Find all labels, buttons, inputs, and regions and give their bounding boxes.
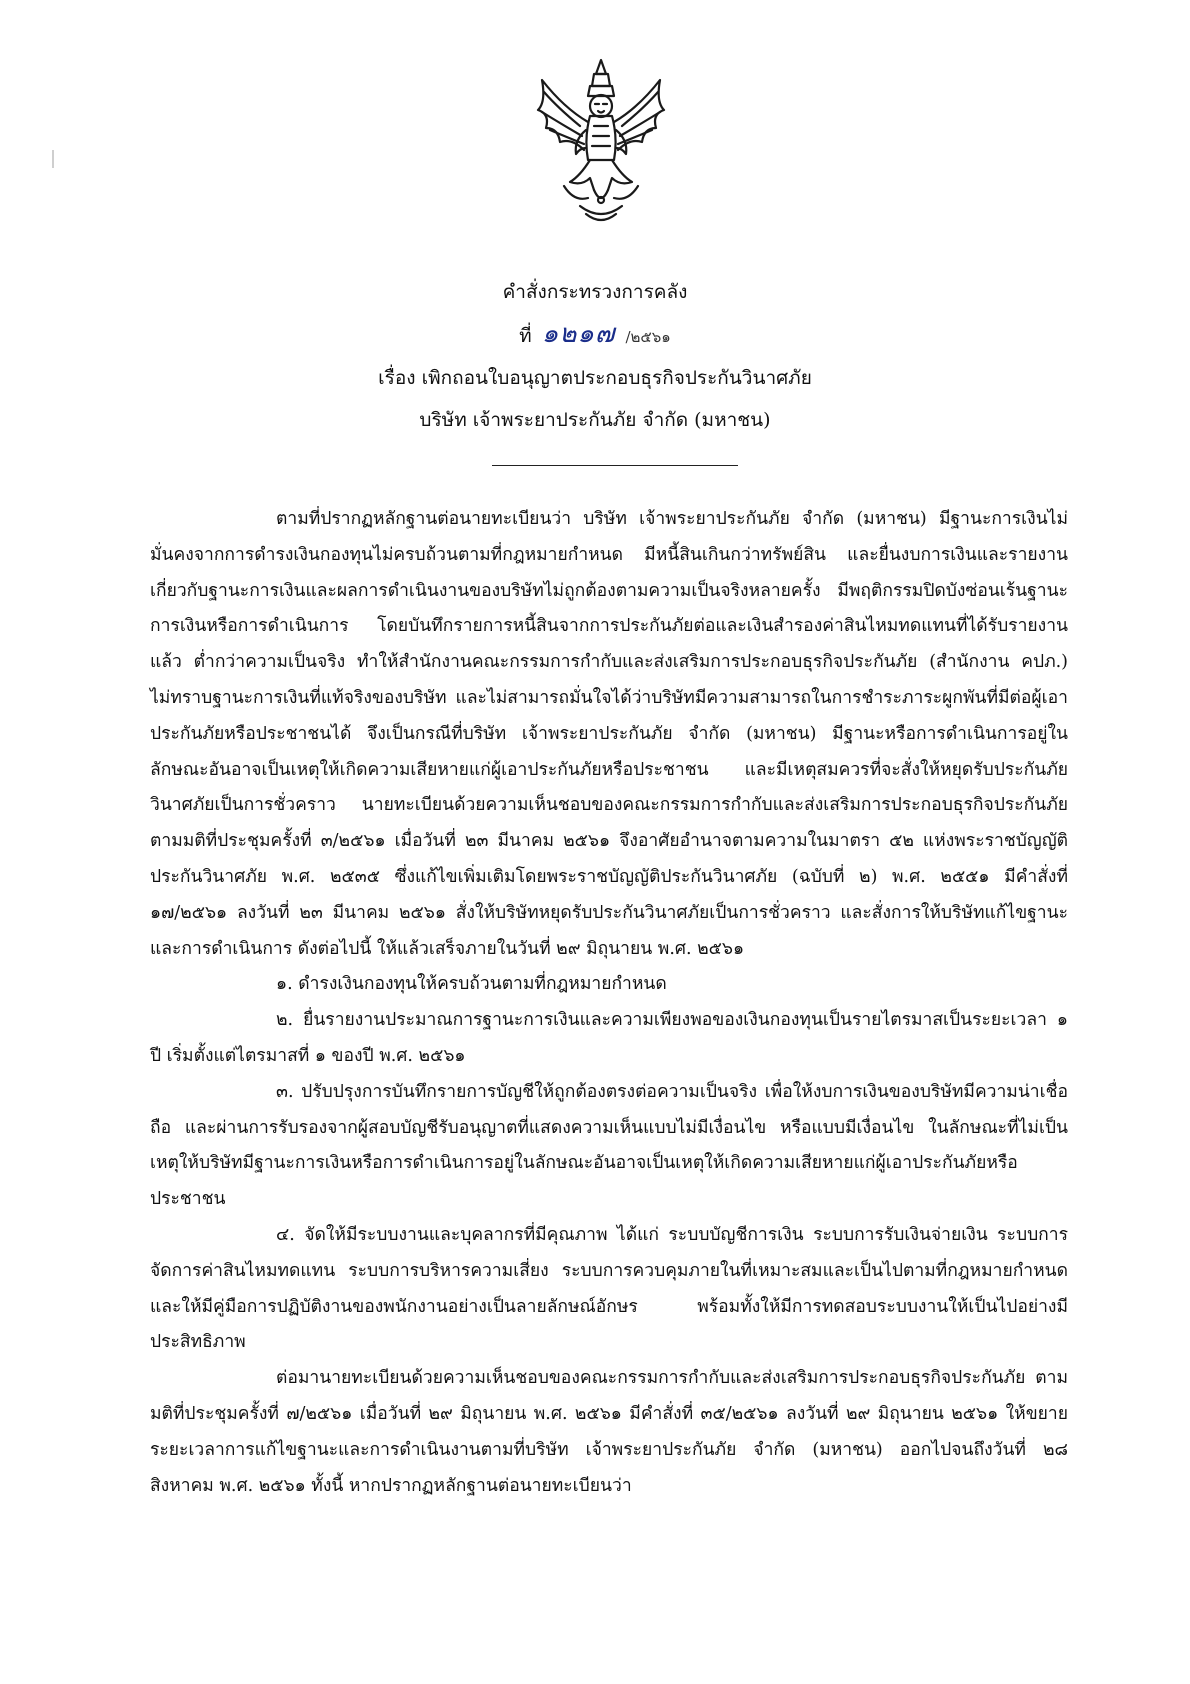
list-item-1: ๑. ดำรงเงินกองทุนให้ครบถ้วนตามที่กฎหมายกำหนด (276, 974, 667, 995)
order-number (0, 314, 1190, 357)
order-number-prefix: ที่ (519, 325, 532, 347)
garuda-emblem-icon (524, 56, 678, 226)
list-item-2: ๒. ยื่นรายงานประมาณการฐานะการเงินและความเพียงพอของเงินกองทุนเป็นรายไตรมาสเป็นระยะเวลา ๑ ปี เริ่มตั้งแต่ไตรมาสที่ ๑ ของปี พ.ศ. ๒๕๖๑ (150, 1010, 1068, 1066)
order-number-handwritten: ๑๒๑๗ (541, 319, 616, 349)
document-body (150, 502, 1068, 1504)
list-item-3: ๓. ปรับปรุงการบันทึกรายการบัญชีให้ถูกต้องตรงต่อความเป็นจริง เพื่อให้งบการเงินของบริษัทมีความน่าเชื่อถือ และผ่านการรับรองจากผู้สอบบัญชีรับอนุญาตที่แสดงความเห็นแบบไม่มีเงื่อนไข หรือแบบมีเงื่อนไข ในลักษณะที่ไม่เป็นเหตุให้บริษัทมีฐานะการเงินหรือการดำเนินการอยู่ในลักษณะอันอาจเป็นเหตุให้เกิดความเสียหายแก่ผู้เอาประกันภัยหรือประชาชน (150, 1081, 1068, 1210)
paragraph-intro: ตามที่ปรากฏหลักฐานต่อนายทะเบียนว่า บริษัท เจ้าพระยาประกันภัย จำกัด (มหาชน) มีฐานะการเงินไม่มั่นคงจากการดำรงเงินกองทุนไม่ครบถ้วนตามที่กฎหมายกำหนด มีหนี้สินเกินกว่าทรัพย์สิน และยื่นงบการเงินและรายงานเกี่ยวกับฐานะการเงินและผลการดำเนินงานของบริษัทไม่ถูกต้องตามความเป็นจริงหลายครั้ง มีพฤติกรรมปิดบังซ่อนเร้นฐานะการเงินหรือการดำเนินการ โดยบันทึกรายการหนี้สินจากการประกันภัยต่อและเงินสำรองค่าสินไหมทดแทนที่ได้รับรายงานแล้ว ต่ำกว่าความเป็นจริง ทำให้สำนักงานคณะกรรมการกำกับและส่งเสริมการประกอบธุรกิจประกันภัย (สำนักงาน คปภ.) ไม่ทราบฐานะการเงินที่แท้จริงของบริษัท และไม่สามารถมั่นใจได้ว่าบริษัทมีความสามารถในการชำระภาระผูกพันที่มีต่อผู้เอาประกันภัยหรือประชาชนได้ จึงเป็นกรณีที่บริษัท เจ้าพระยาประกันภัย จำกัด (มหาชน) มีฐานะหรือการดำเนินการอยู่ในลักษณะอันอาจเป็นเหตุให้เกิดความเสียหายแก่ผู้เอาประกันภัยหรือประชาชน และมีเหตุสมควรที่จะสั่งให้หยุดรับประกันภัยวินาศภัยเป็นการชั่วคราว นายทะเบียนด้วยความเห็นชอบของคณะกรรมการกำกับและส่งเสริมการประกอบธุรกิจประกันภัย ตามมติที่ประชุมครั้งที่ ๓/๒๕๖๑ เมื่อวันที่ ๒๓ มีนาคม ๒๕๖๑ จึงอาศัยอำนาจตามความในมาตรา ๕๒ แห่งพระราชบัญญัติประกันวินาศภัย พ.ศ. ๒๕๓๕ ซึ่งแก้ไขเพิ่มเติมโดยพระราชบัญญัติประกันวินาศภัย (ฉบับที่ ๒) พ.ศ. ๒๕๕๑ มีคำสั่งที่ ๑๗/๒๕๖๑ ลงวันที่ ๒๓ มีนาคม ๒๕๖๑ สั่งให้บริษัทหยุดรับประกันวินาศภัยเป็นการชั่วคราว และสั่งการให้บริษัทแก้ไขฐานะและการดำเนินการ ดังต่อไปนี้ ให้แล้วเสร็จภายในวันที่ ๒๙ มิถุนายน พ.ศ. ๒๕๖๑ (150, 509, 1068, 959)
title-divider (492, 465, 738, 466)
paragraph-extension: ต่อมานายทะเบียนด้วยความเห็นชอบของคณะกรรมการกำกับและส่งเสริมการประกอบธุรกิจประกันภัย ตามมติที่ประชุมครั้งที่ ๗/๒๕๖๑ เมื่อวันที่ ๒๙ มิถุนายน พ.ศ. ๒๕๖๑ มีคำสั่งที่ ๓๕/๒๕๖๑ ลงวันที่ ๒๙ มิถุนายน ๒๕๖๑ ให้ขยายระยะเวลาการแก้ไขฐานะและการดำเนินงานตามที่บริษัท เจ้าพระยาประกันภัย จำกัด (มหาชน) ออกไปจนถึงวันที่ ๒๘ สิงหาคม พ.ศ. ๒๕๖๑ ทั้งนี้ หากปรากฏหลักฐานต่อนายทะเบียนว่า (150, 1368, 1068, 1496)
list-item-4: ๔. จัดให้มีระบบงานและบุคลากรที่มีคุณภาพ ได้แก่ ระบบบัญชีการเงิน ระบบการรับเงินจ่ายเงิน ระบบการจัดการค่าสินไหมทดแทน ระบบการบริหารความเสี่ยง ระบบการควบคุมภายในที่เหมาะสมและเป็นไปตามที่กฎหมายกำหนด และให้มีคู่มือการปฏิบัติงานของพนักงานอย่างเป็นลายลักษณ์อักษร พร้อมทั้งให้มีการทดสอบระบบงานให้เป็นไปอย่างมีประสิทธิภาพ (150, 1224, 1068, 1353)
document-title: คำสั่งกระทรวงการคลัง (502, 281, 688, 303)
scan-artifact (52, 150, 54, 168)
company-name: บริษัท เจ้าพระยาประกันภัย จำกัด (มหาชน) (419, 409, 771, 431)
order-number-year: /๒๕๖๑ (625, 328, 671, 346)
document-subject: เรื่อง เพิกถอนใบอนุญาตประกอบธุรกิจประกันวินาศภัย (378, 367, 812, 389)
